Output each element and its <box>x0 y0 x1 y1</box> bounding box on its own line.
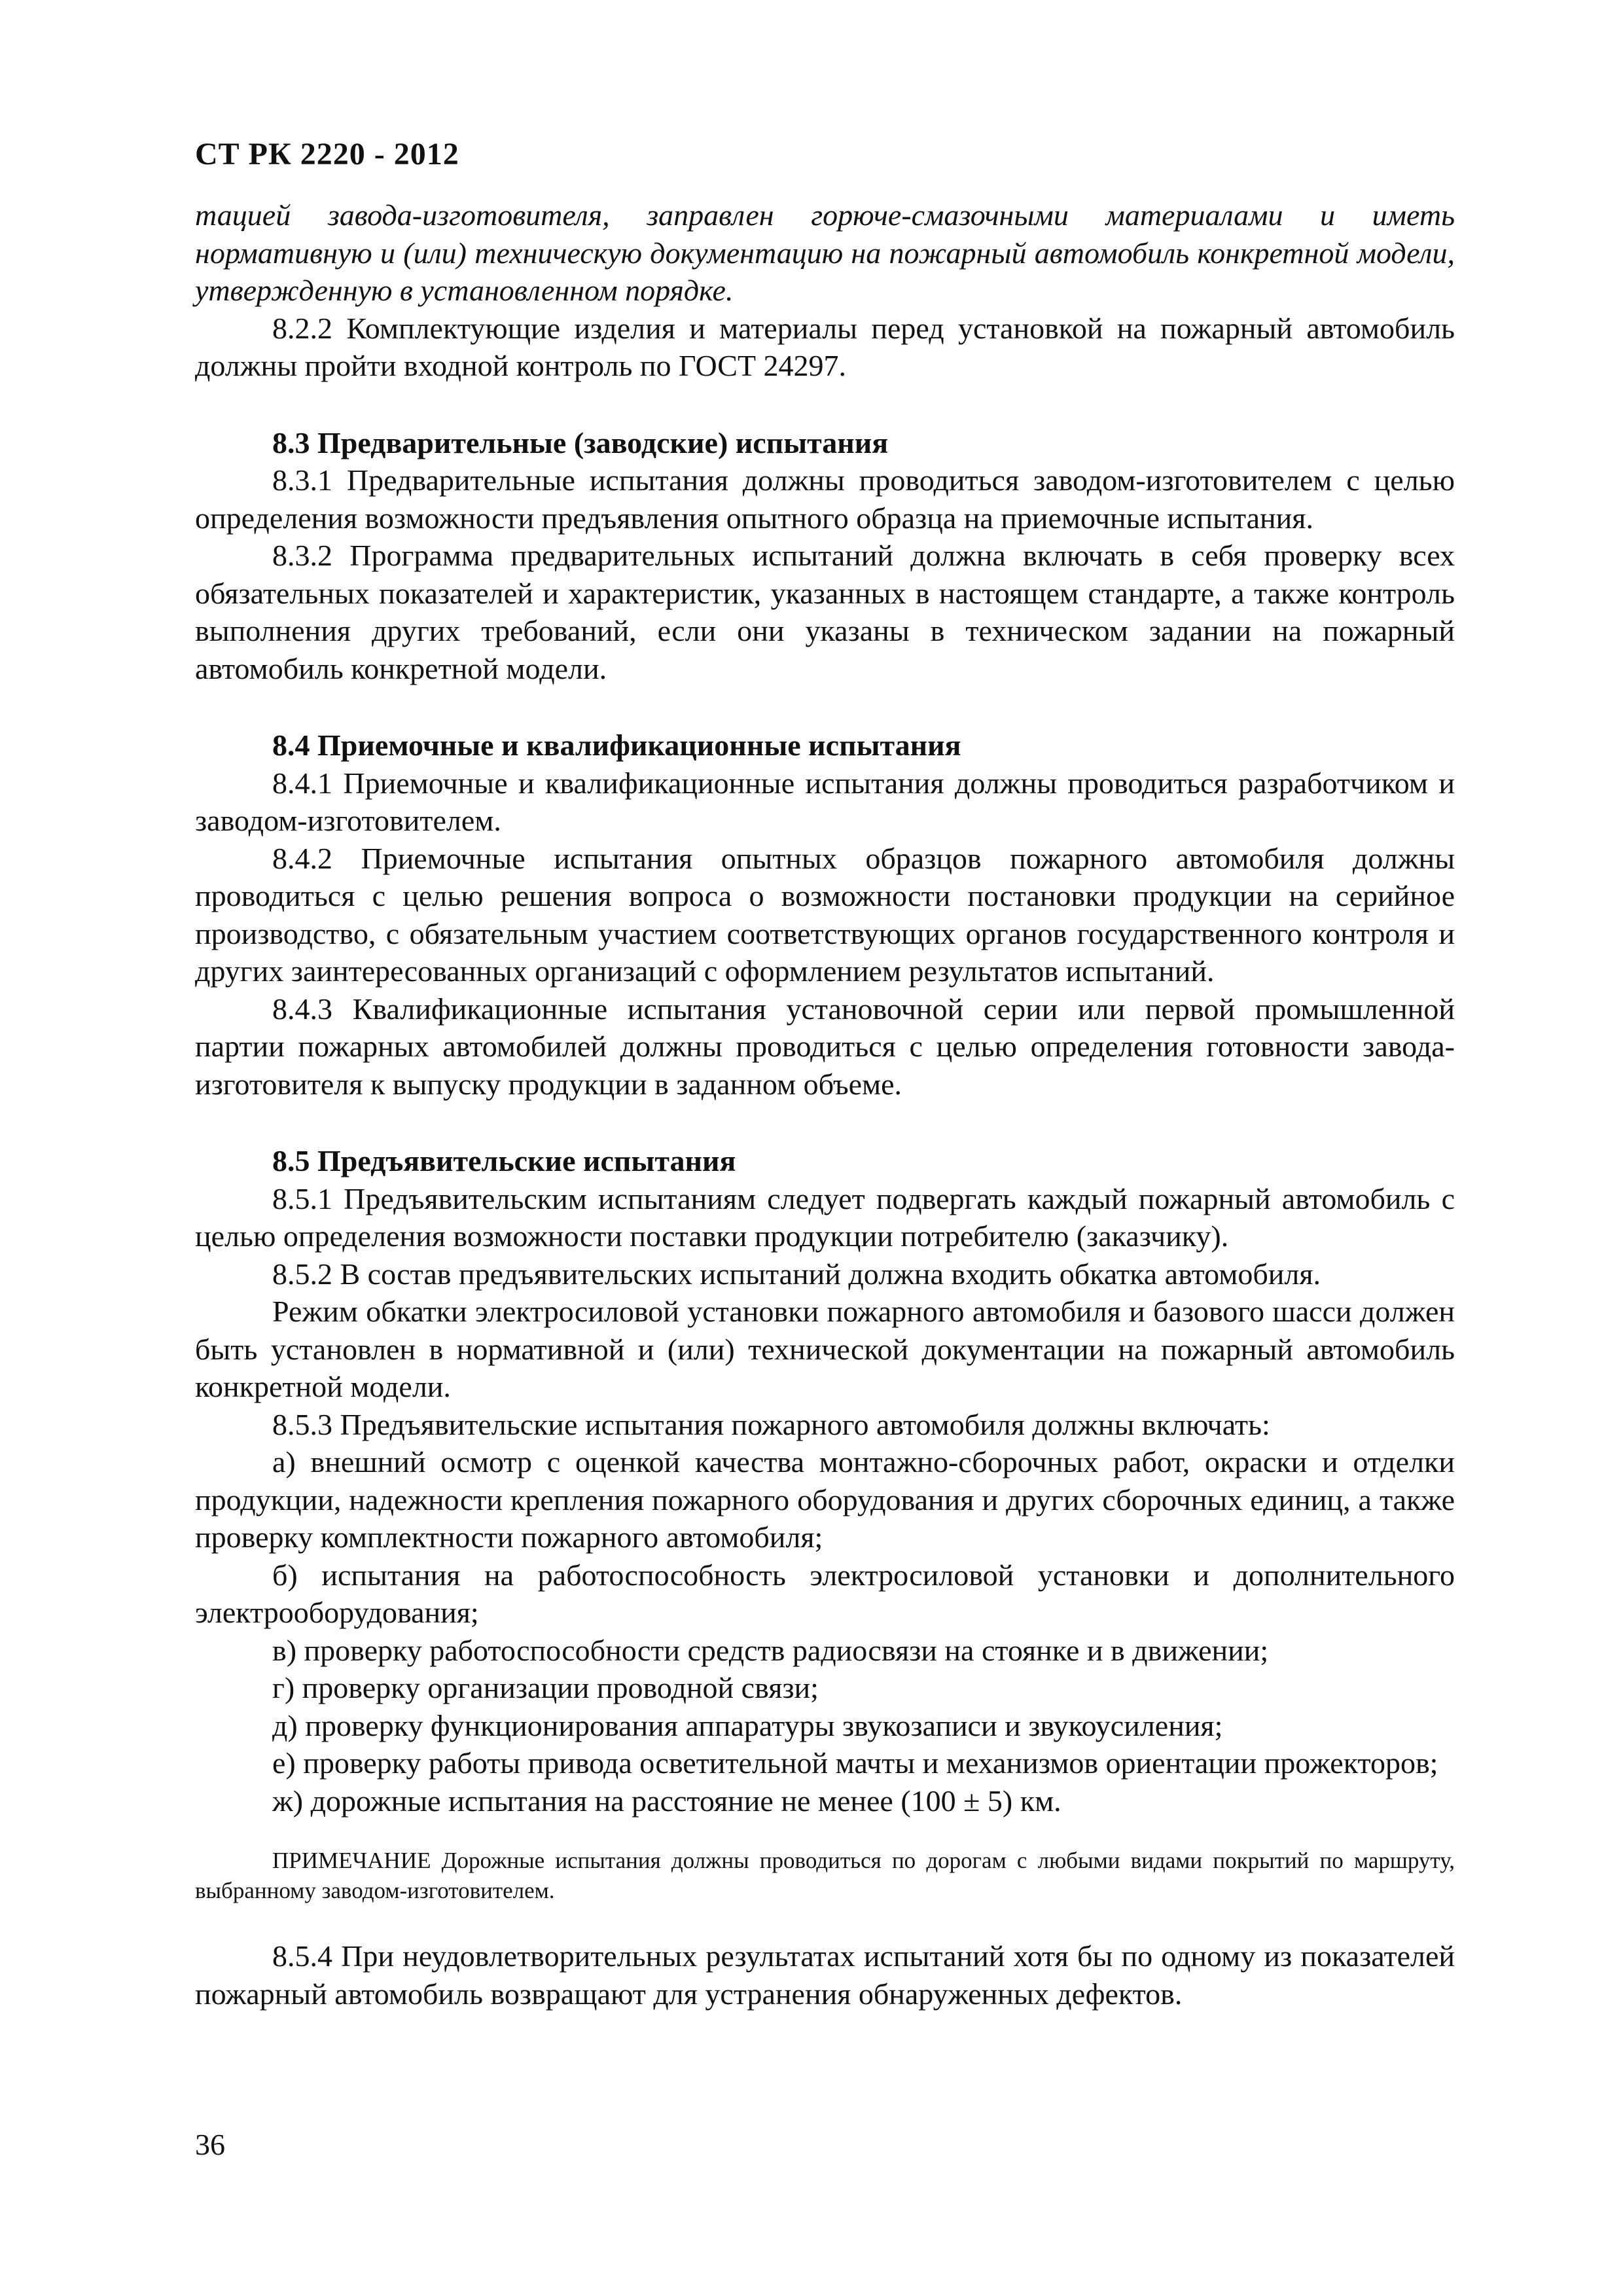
paragraph-8-4-3: 8.4.3 Квалификационные испытания установочной серии или первой промышленной партии пожарных автомобилей должны проводиться с целью определения готовности завода-изготовителя к выпуску продукции в заданном объеме. <box>195 992 1455 1101</box>
heading-8-3: 8.3 Предварительные (заводские) испытания <box>272 425 889 459</box>
document-code-header: СТ РК 2220 - 2012 <box>195 137 459 171</box>
paragraph-8-4-2: 8.4.2 Приемочные испытания опытных образцов пожарного автомобиля должны проводиться с целью решения вопроса о возможности постановки продукции на серийное производство, с обязательным участием соответствующих органов государственного контроля и других заинтересованных организаций с оформлением результатов испытаний. <box>195 841 1455 988</box>
document-body <box>195 196 1455 2013</box>
list-item-g: г) проверку организации проводной связи; <box>272 1671 819 1704</box>
list-item-v: в) проверку работоспособности средств радиосвязи на стоянке и в движении; <box>272 1633 1269 1667</box>
paragraph-8-2-2: 8.2.2 Комплектующие изделия и материалы перед установкой на пожарный автомобиль должны пройти входной контроль по ГОСТ 24297. <box>195 311 1455 382</box>
paragraph-8-5-1: 8.5.1 Предъявительским испытаниям следует подвергать каждый пожарный автомобиль с целью определения возможности поставки продукции потребителю (заказчику). <box>195 1181 1455 1253</box>
paragraph-8-5-2: 8.5.2 В состав предъявительских испытаний должна входить обкатка автомобиля. <box>272 1257 1321 1291</box>
paragraph-8-4-1: 8.4.1 Приемочные и квалификационные испытания должны проводиться разработчиком и заводом-изготовителем. <box>195 766 1455 837</box>
continued-italic-paragraph: тацией завода-изготовителя, заправлен горюче-смазочными материалами и иметь нормативную и (или) техническую документацию на пожарный автомобиль конкретной модели, утвержденную в установленном порядке. <box>195 198 1455 307</box>
paragraph-8-5-3: 8.5.3 Предъявительские испытания пожарного автомобиля должны включать: <box>272 1407 1270 1441</box>
note-paragraph: ПРИМЕЧАНИЕ Дорожные испытания должны проводиться по дорогам с любыми видами покрытий по маршруту, выбранному заводом-изготовителем. <box>195 1848 1455 1903</box>
paragraph-8-5-2-mode: Режим обкатки электросиловой установки пожарного автомобиля и базового шасси должен быть установлен в нормативной и (или) технической документации на пожарный автомобиль конкретной модели. <box>195 1295 1455 1403</box>
paragraph-8-3-2: 8.3.2 Программа предварительных испытаний должна включать в себя проверку всех обязательных показателей и характеристик, указанных в настоящем стандарте, а также контроль выполнения других требований, если они указаны в техническом задании на пожарный автомобиль конкретной модели. <box>195 539 1455 685</box>
heading-8-5: 8.5 Предъявительские испытания <box>272 1144 736 1177</box>
paragraph-8-3-1: 8.3.1 Предварительные испытания должны проводиться заводом-изготовителем с целью определения возможности предъявления опытного образца на приемочные испытания. <box>195 463 1455 535</box>
list-item-b: б) испытания на работоспособность электросиловой установки и дополнительного электрооборудования; <box>195 1558 1455 1629</box>
list-item-a: а) внешний осмотр с оценкой качества монтажно-сборочных работ, окраски и отделки продукции, надежности крепления пожарного оборудования и других сборочных единиц, а также проверку комплектности пожарного автомобиля; <box>195 1445 1455 1554</box>
heading-8-4: 8.4 Приемочные и квалификационные испытания <box>272 728 961 762</box>
list-item-d: д) проверку функционирования аппаратуры звукозаписи и звукоусиления; <box>272 1708 1223 1742</box>
page-number: 36 <box>195 2128 225 2161</box>
paragraph-8-5-4: 8.5.4 При неудовлетворительных результатах испытаний хотя бы по одному из показателей пожарный автомобиль возвращают для устранения обнаруженных дефектов. <box>195 1939 1455 2011</box>
list-item-e: е) проверку работы привода осветительной мачты и механизмов ориентации прожекторов; <box>272 1746 1438 1780</box>
list-item-zh: ж) дорожные испытания на расстояние не менее (100 ± 5) км. <box>272 1784 1061 1818</box>
